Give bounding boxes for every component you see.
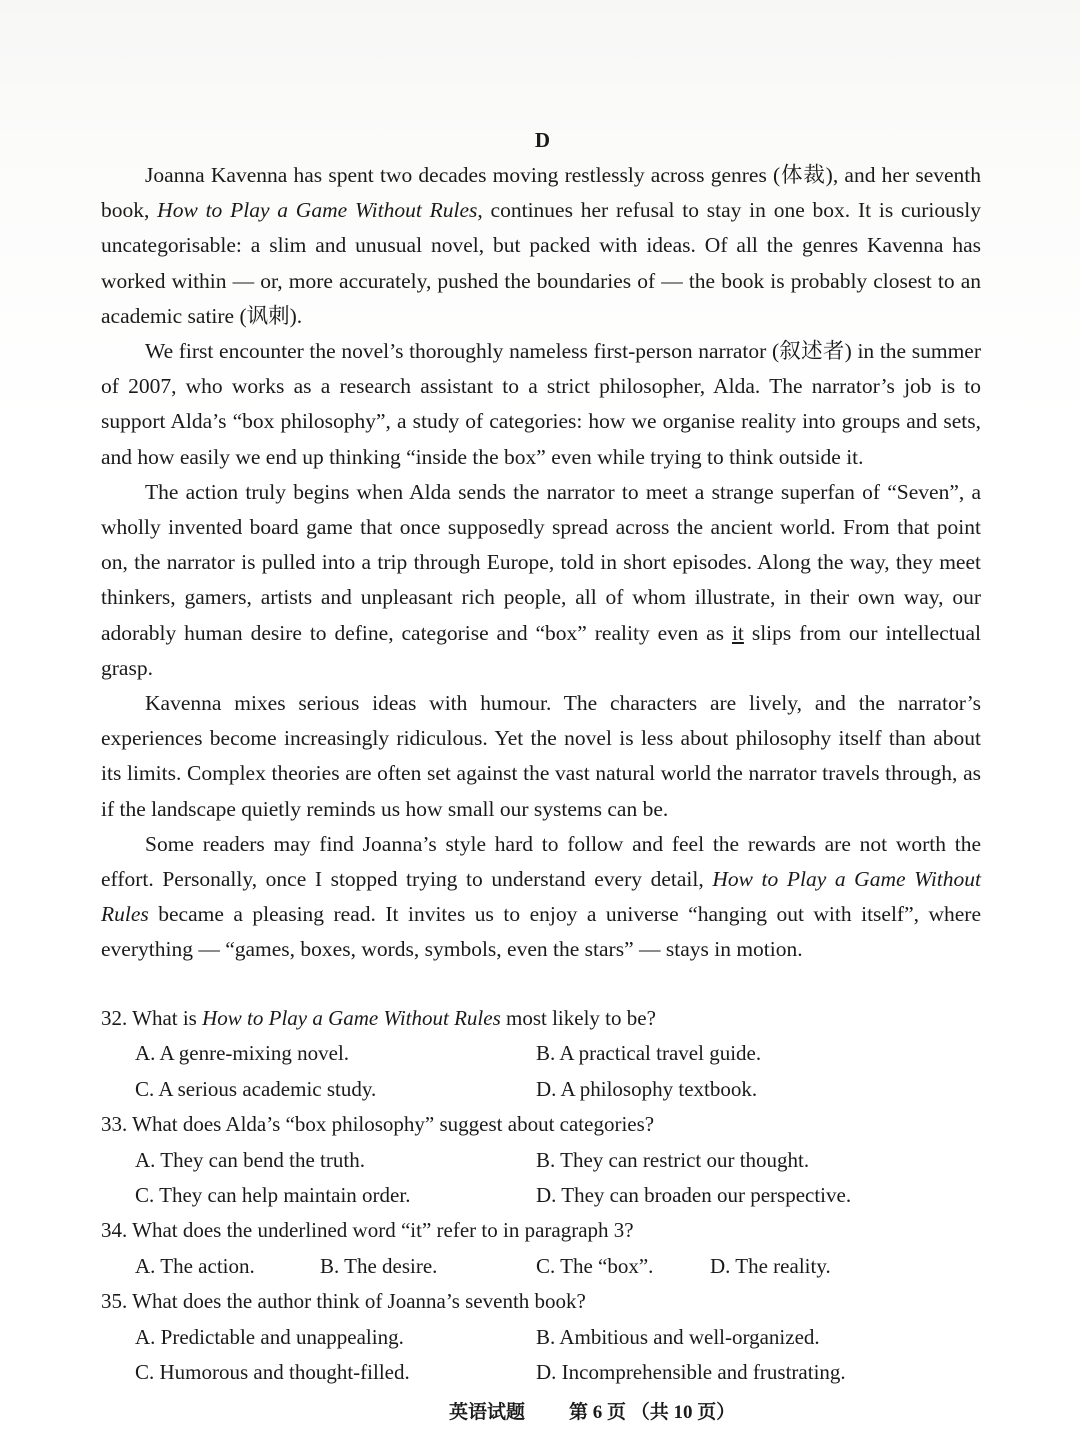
option-b: B. A practical travel guide. — [536, 1041, 762, 1066]
options-row — [101, 1143, 981, 1178]
options-row — [101, 1036, 981, 1071]
option-b: B. The desire. — [320, 1253, 438, 1278]
option-d: D. A philosophy textbook. — [536, 1076, 758, 1101]
question-32: 32. What is How to Play a Game Without Rules most likely to be? — [101, 1006, 656, 1030]
paragraph-2: We first encounter the novel’s thoroughly nameless first-person narrator (叙述者) in the summer of 2007, who works as a research assistant to a strict philosopher, Alda. The narrator’s job is to support Alda’s “box philosophy”, a study of categories: how we organise reality into groups and sets, and how easily we end up thinking “inside the box” even while trying to think outside it. — [101, 339, 981, 469]
section-label: D — [534, 128, 551, 152]
underlined-word-it: it — [731, 620, 744, 645]
option-d: D. They can broaden our perspective. — [536, 1182, 852, 1207]
option-c: C. They can help maintain order. — [135, 1182, 411, 1207]
question-number: 33. — [101, 1112, 128, 1137]
option-a: A. The action. — [135, 1253, 255, 1278]
option-a: A. Predictable and unappealing. — [135, 1324, 404, 1349]
options-row — [101, 1072, 981, 1107]
question-33: 33. What does Alda’s “box philosophy” suggest about categories? — [101, 1112, 655, 1137]
question-list — [101, 1001, 981, 1390]
reading-passage — [101, 158, 981, 968]
question-number: 35. — [101, 1289, 128, 1314]
option-a: A. They can bend the truth. — [135, 1147, 365, 1172]
options-row — [101, 1320, 981, 1355]
options-row — [101, 1355, 981, 1390]
book-title: How to Play a Game Without Rules — [101, 867, 981, 927]
question-34: 34. What does the underlined word “it” refer to in paragraph 3? — [101, 1218, 634, 1243]
book-title: How to Play a Game Without Rules — [157, 198, 478, 223]
option-d: D. Incomprehensible and frustrating. — [536, 1359, 846, 1384]
footer-page-number: 第 6 页 （共 10 页） — [569, 1402, 736, 1423]
question-35: 35. What does the author think of Joanna’s seventh book? — [101, 1289, 586, 1314]
options-row — [101, 1178, 981, 1213]
option-c: C. Humorous and thought-filled. — [135, 1359, 410, 1384]
options-row — [101, 1249, 981, 1284]
option-d: D. The reality. — [710, 1253, 831, 1278]
paragraph-4: Kavenna mixes serious ideas with humour. The characters are lively, and the narrator’s experiences become increasingly ridiculous. Yet the novel is less about philosophy itself than about its limits. Complex theories are often set against the vast natural world the narrator travels through, as if the landscape quietly reminds us how small our systems can be. — [101, 691, 981, 821]
footer-subject: 英语试题 — [449, 1402, 526, 1423]
question-number: 32. — [101, 1006, 128, 1030]
option-b: B. They can restrict our thought. — [536, 1147, 810, 1172]
option-c: C. A serious academic study. — [135, 1076, 377, 1101]
option-b: B. Ambitious and well-organized. — [536, 1324, 820, 1349]
option-c: C. The “box”. — [536, 1253, 654, 1278]
paragraph-3: The action truly begins when Alda sends the narrator to meet a strange superfan of “Seven”, a wholly invented board game that once supposedly spread across the ancient world. From that point on, the narrator is pulled into a trip through Europe, told in short episodes. Along the way, they meet thinkers, gamers, artists and unpleasant rich people, all of whom illustrate, in their own way, our adorably human desire to define, categorise and “box” reality even as it slips from our intellectual grasp. — [101, 479, 981, 680]
book-title: How to Play a Game Without Rules — [202, 1006, 501, 1030]
option-a: A. A genre-mixing novel. — [135, 1041, 350, 1066]
paragraph-5: Some readers may find Joanna’s style hard to follow and feel the rewards are not worth the effort. Personally, once I stopped trying to understand every detail, How to Play a Game Without Rules became a pleasing read. It invites us to enjoy a universe “hanging out with itself”, where everything — “games, boxes, words, symbols, even the stars” — stays in motion. — [101, 831, 981, 962]
paragraph-1: Joanna Kavenna has spent two decades moving restlessly across genres (体裁), and her seventh book, How to Play a Game Without Rules, continues her refusal to stay in one box. It is curiously uncategorisable: a slim and unusual novel, but packed with ideas. Of all the genres Kavenna has worked within — or, more accurately, pushed the boundaries of — the book is probably closest to an academic satire (讽刺). — [101, 163, 982, 328]
page-footer — [449, 1397, 735, 1424]
question-number: 34. — [101, 1218, 128, 1243]
